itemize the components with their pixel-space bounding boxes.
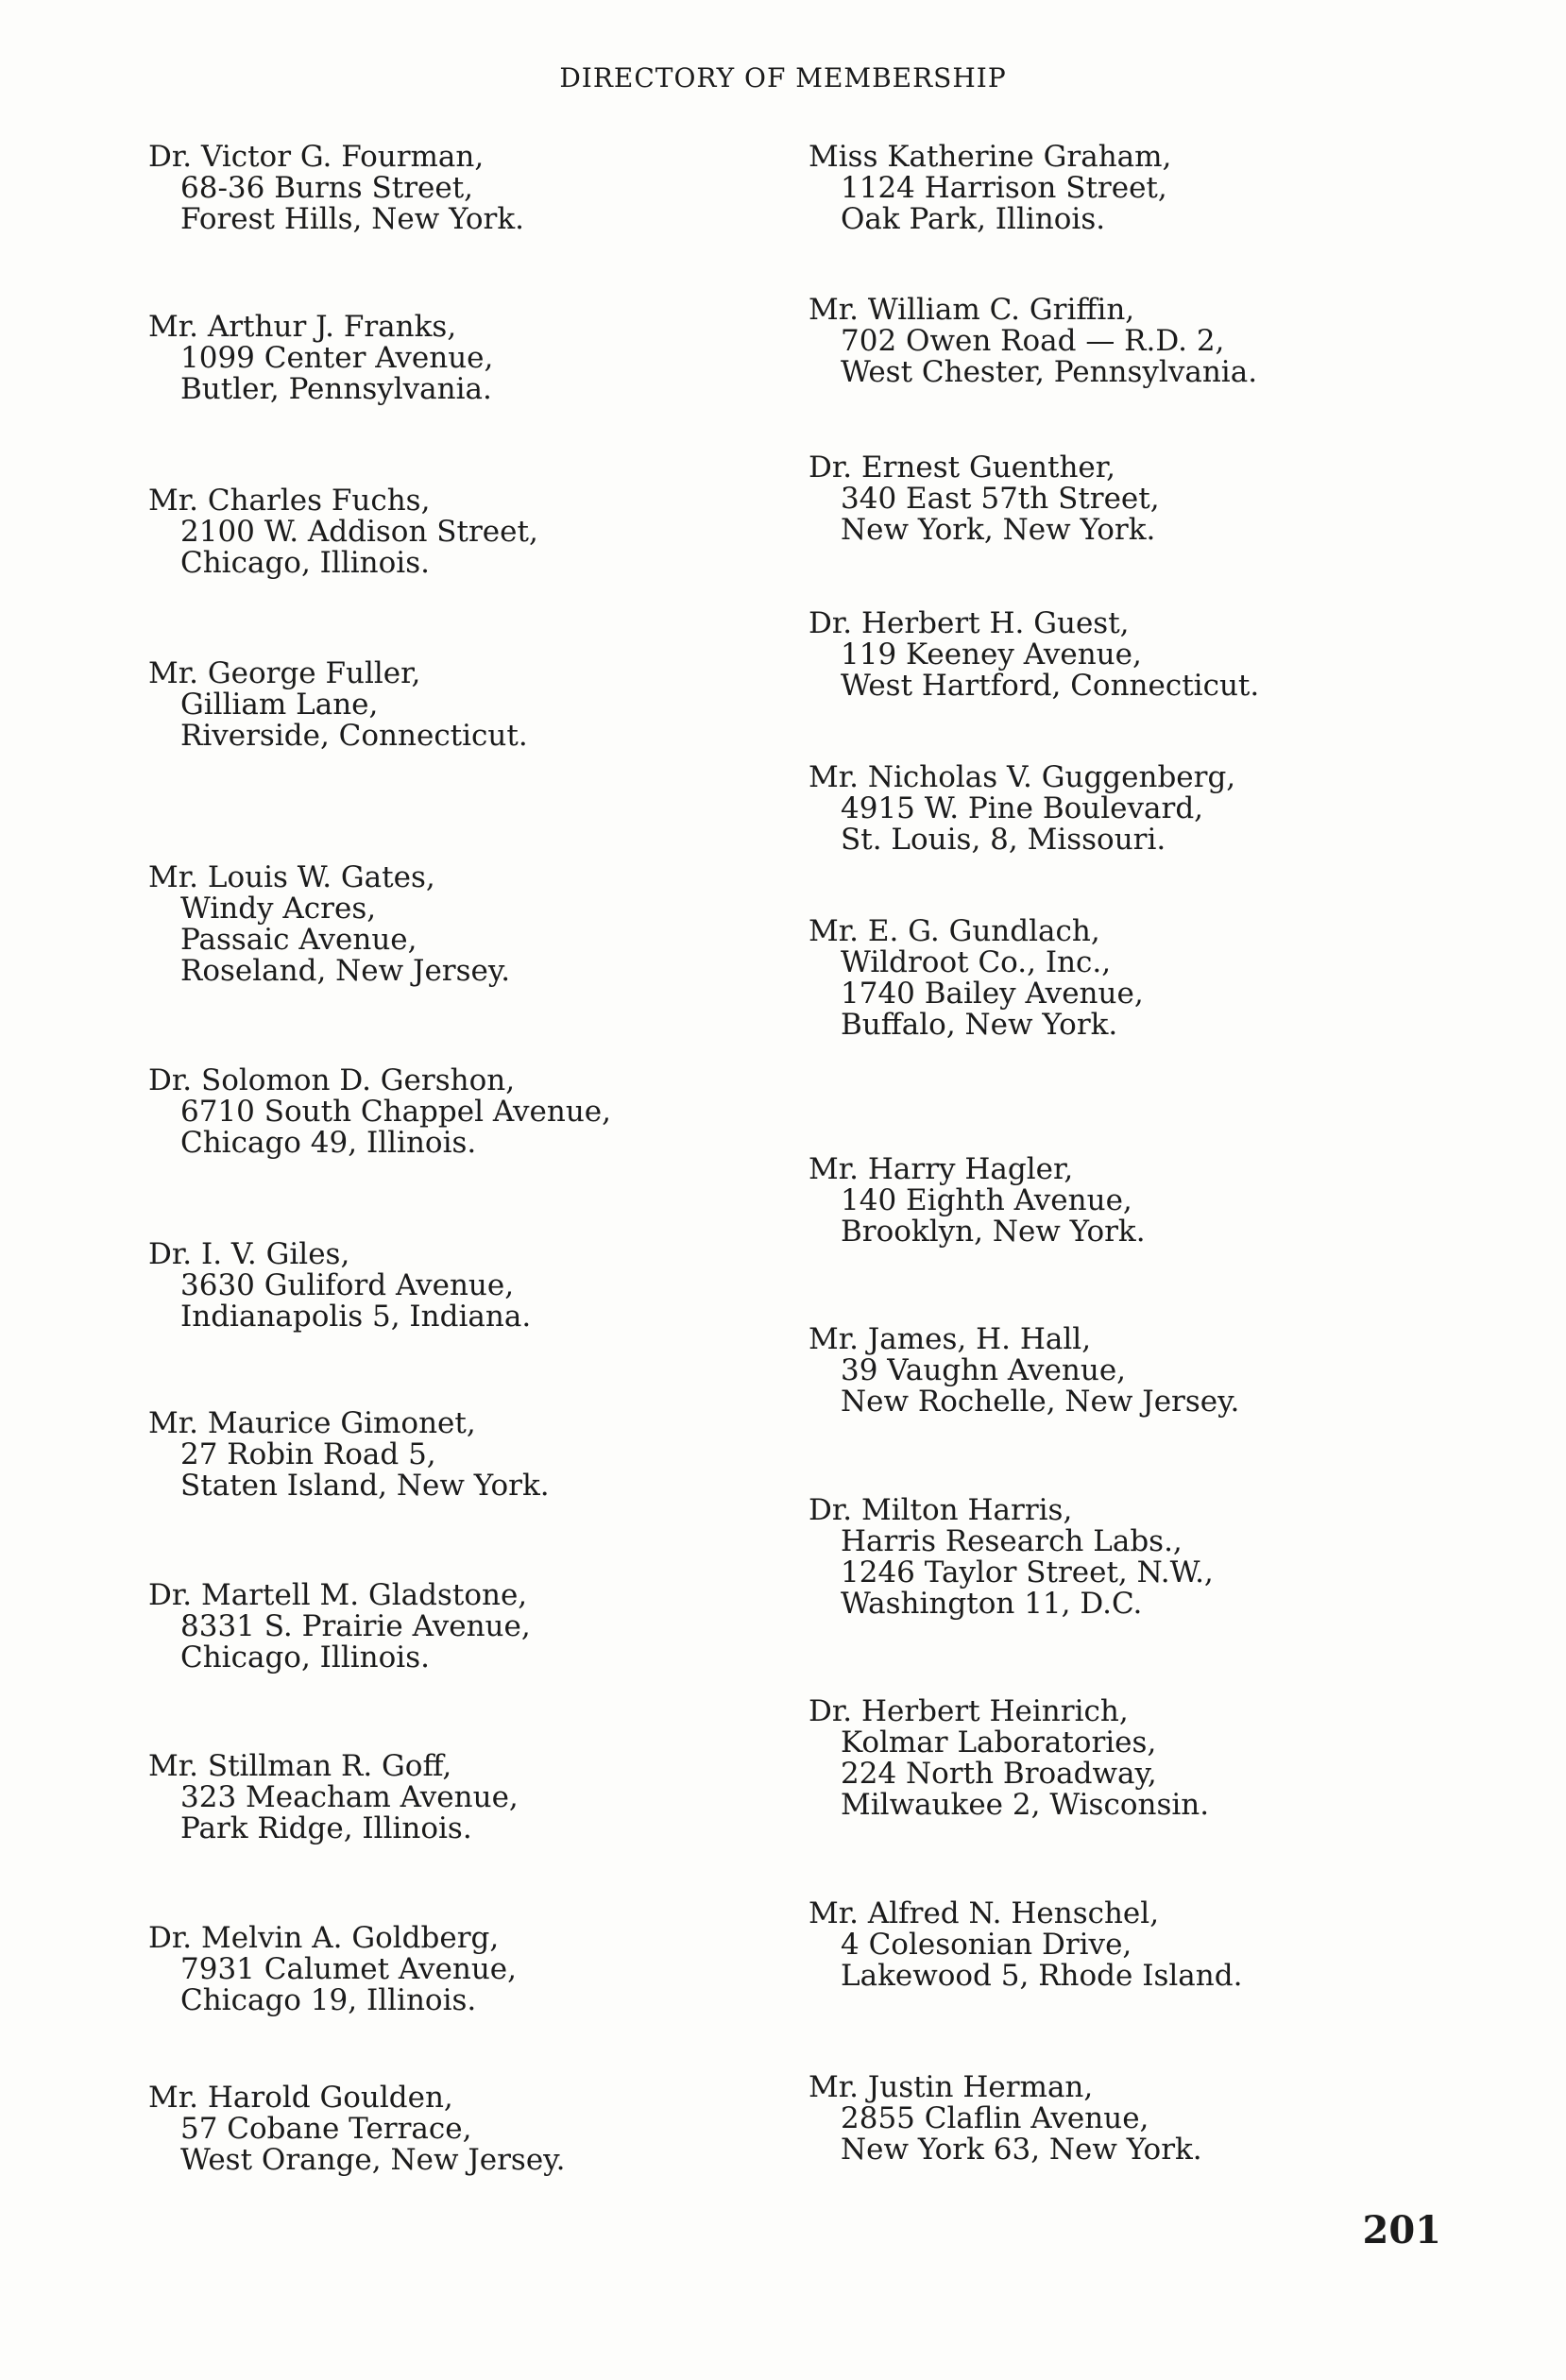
address-line: 7931 Calumet Avenue, xyxy=(180,1952,518,1986)
member-name: Dr. I. V. Giles, xyxy=(148,1237,350,1271)
member-name: Mr. George Fuller, xyxy=(148,656,421,690)
address-line: Lakewood 5, Rhode Island. xyxy=(841,1959,1243,1993)
member-entry xyxy=(148,1408,550,1502)
member-entry xyxy=(148,1580,531,1674)
member-name: Dr. Milton Harris, xyxy=(809,1493,1073,1527)
address-line: West Hartford, Connecticut. xyxy=(841,669,1260,703)
address-line: West Orange, New Jersey. xyxy=(180,2143,566,2177)
address-line: 8331 S. Prairie Avenue, xyxy=(180,1609,531,1643)
address-line: 6710 South Chappel Avenue, xyxy=(180,1095,611,1129)
member-entry xyxy=(809,1324,1239,1418)
address-line: New Rochelle, New Jersey. xyxy=(841,1385,1240,1419)
member-entry xyxy=(148,312,493,405)
member-entry xyxy=(148,1239,531,1333)
address-line: Chicago, Illinois. xyxy=(180,1640,430,1674)
member-entry xyxy=(148,1751,519,1844)
address-line: Washington 11, D.C. xyxy=(841,1587,1143,1621)
member-name: Mr. Alfred N. Henschel, xyxy=(809,1896,1160,1930)
member-entry xyxy=(809,608,1259,702)
page-number: 201 xyxy=(1362,2208,1441,2252)
member-entry xyxy=(809,452,1160,546)
member-name: Dr. Solomon D. Gershon, xyxy=(148,1063,516,1097)
address-line: Buffalo, New York. xyxy=(841,1008,1118,1042)
member-entry xyxy=(809,1898,1242,1992)
member-name: Dr. Victor G. Fourman, xyxy=(148,140,485,174)
address-line: Windy Acres, xyxy=(180,892,377,926)
address-line: 39 Vaughn Avenue, xyxy=(841,1353,1127,1387)
address-line: 224 North Broadway, xyxy=(841,1757,1157,1791)
member-entry xyxy=(148,862,510,987)
member-entry xyxy=(809,1495,1214,1620)
address-line: 1246 Taylor Street, N.W., xyxy=(841,1556,1214,1590)
member-entry xyxy=(148,1065,611,1159)
member-name: Mr. Maurice Gimonet, xyxy=(148,1406,476,1440)
address-line: Park Ridge, Illinois. xyxy=(180,1811,472,1845)
member-entry xyxy=(148,658,528,752)
address-line: Kolmar Laboratories, xyxy=(841,1726,1157,1760)
page-header: DIRECTORY OF MEMBERSHIP xyxy=(559,62,1007,94)
address-line: 4 Colesonian Drive, xyxy=(841,1928,1132,1962)
address-line: Riverside, Connecticut. xyxy=(180,719,528,753)
address-line: Forest Hills, New York. xyxy=(180,202,525,236)
address-line: Harris Research Labs., xyxy=(841,1524,1183,1558)
address-line: Chicago 19, Illinois. xyxy=(180,1983,477,2017)
address-line: West Chester, Pennsylvania. xyxy=(841,355,1258,389)
member-entry xyxy=(809,1154,1146,1248)
address-line: 2855 Claflin Avenue, xyxy=(841,2101,1149,2135)
address-line: Chicago 49, Illinois. xyxy=(180,1126,477,1160)
address-line: 1099 Center Avenue, xyxy=(180,341,494,375)
address-line: Brooklyn, New York. xyxy=(841,1215,1146,1249)
member-name: Mr. E. G. Gundlach, xyxy=(809,914,1100,948)
member-name: Mr. Harry Hagler, xyxy=(809,1152,1074,1186)
address-line: 2100 W. Addison Street, xyxy=(180,515,538,549)
member-name: Mr. William C. Griffin, xyxy=(809,293,1135,327)
address-line: 68-36 Burns Street, xyxy=(180,171,474,205)
member-name: Mr. James, H. Hall, xyxy=(809,1322,1092,1356)
address-line: New York 63, New York. xyxy=(841,2133,1202,2167)
member-entry xyxy=(809,1696,1209,1821)
member-name: Mr. Charles Fuchs, xyxy=(148,484,431,518)
member-name: Mr. Nicholas V. Guggenberg, xyxy=(809,760,1236,794)
member-entry xyxy=(809,295,1257,388)
member-entry xyxy=(148,485,538,579)
member-name: Mr. Louis W. Gates, xyxy=(148,860,435,894)
member-name: Dr. Ernest Guenther, xyxy=(809,450,1116,484)
address-line: Staten Island, New York. xyxy=(180,1469,550,1503)
member-entry xyxy=(148,1923,517,2016)
address-line: 27 Robin Road 5, xyxy=(180,1437,436,1471)
member-entry xyxy=(148,2082,565,2176)
member-name: Dr. Herbert Heinrich, xyxy=(809,1694,1129,1728)
address-line: 323 Meacham Avenue, xyxy=(180,1780,519,1814)
address-line: Roseland, New Jersey. xyxy=(180,954,511,988)
address-line: St. Louis, 8, Missouri. xyxy=(841,823,1166,857)
address-line: 1740 Bailey Avenue, xyxy=(841,977,1144,1011)
member-name: Dr. Herbert H. Guest, xyxy=(809,606,1130,640)
address-line: Gilliam Lane, xyxy=(180,688,379,722)
address-line: Chicago, Illinois. xyxy=(180,546,430,580)
address-line: Indianapolis 5, Indiana. xyxy=(180,1300,532,1334)
address-line: 340 East 57th Street, xyxy=(841,482,1160,516)
member-name: Dr. Melvin A. Goldberg, xyxy=(148,1921,500,1955)
address-line: New York, New York. xyxy=(841,513,1156,547)
address-line: 57 Cobane Terrace, xyxy=(180,2112,472,2146)
member-entry xyxy=(809,142,1171,235)
member-entry xyxy=(809,916,1144,1041)
member-entry xyxy=(809,2072,1202,2166)
address-line: 119 Keeney Avenue, xyxy=(841,638,1142,672)
address-line: 140 Eighth Avenue, xyxy=(841,1183,1132,1217)
member-name: Miss Katherine Graham, xyxy=(809,140,1172,174)
address-line: Oak Park, Illinois. xyxy=(841,202,1106,236)
member-name: Mr. Arthur J. Franks, xyxy=(148,310,457,344)
address-line: 702 Owen Road — R.D. 2, xyxy=(841,324,1225,358)
member-name: Mr. Harold Goulden, xyxy=(148,2081,453,2115)
address-line: Passaic Avenue, xyxy=(180,923,417,957)
address-line: Wildroot Co., Inc., xyxy=(841,945,1112,979)
member-entry xyxy=(809,762,1235,856)
address-line: Butler, Pennsylvania. xyxy=(180,372,492,406)
member-name: Mr. Stillman R. Goff, xyxy=(148,1749,452,1783)
address-line: Milwaukee 2, Wisconsin. xyxy=(841,1788,1210,1822)
member-entry xyxy=(148,142,524,235)
address-line: 4915 W. Pine Boulevard, xyxy=(841,791,1204,825)
member-name: Mr. Justin Herman, xyxy=(809,2070,1094,2104)
member-name: Dr. Martell M. Gladstone, xyxy=(148,1578,528,1612)
address-line: 1124 Harrison Street, xyxy=(841,171,1167,205)
address-line: 3630 Guliford Avenue, xyxy=(180,1268,515,1302)
